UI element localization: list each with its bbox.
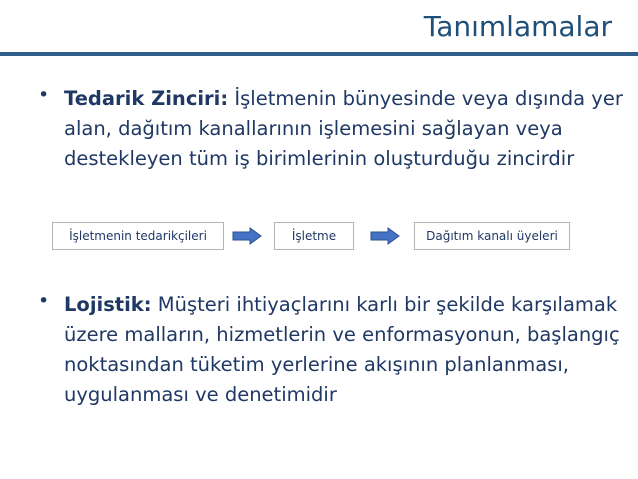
flow-box-distribution: Dağıtım kanalı üyeleri — [414, 222, 570, 250]
term-label: Tedarik Zinciri: — [64, 87, 229, 110]
definition-logistics — [64, 290, 624, 410]
bullet-marker: • — [38, 84, 50, 106]
definition-text: İşletmenin bünyesinde veya dışında yer alan, dağıtım kanallarının işlemesini sağlayan veya destekleyen tüm iş birimlerinin oluşturduğu zincirdir — [64, 87, 623, 170]
flow-box-suppliers: İşletmenin tedarikçileri — [52, 222, 224, 250]
flow-arrow-icon — [370, 227, 400, 245]
definition-text: Müşteri ihtiyaçlarını karlı bir şekilde karşılamak üzere malların, hizmetlerin ve enformasyonun, başlangıç noktasından tüketim yerlerine akışının planlanması, uygulanması ve denetimidir — [64, 293, 620, 406]
bullet-marker: • — [38, 290, 50, 312]
slide-title: Tanımlamalar — [423, 10, 612, 43]
flow-box-company: İşletme — [274, 222, 354, 250]
term-label: Lojistik: — [64, 293, 152, 316]
flow-arrow-icon — [232, 227, 262, 245]
definition-supply-chain — [64, 84, 624, 174]
title-divider — [0, 52, 638, 56]
